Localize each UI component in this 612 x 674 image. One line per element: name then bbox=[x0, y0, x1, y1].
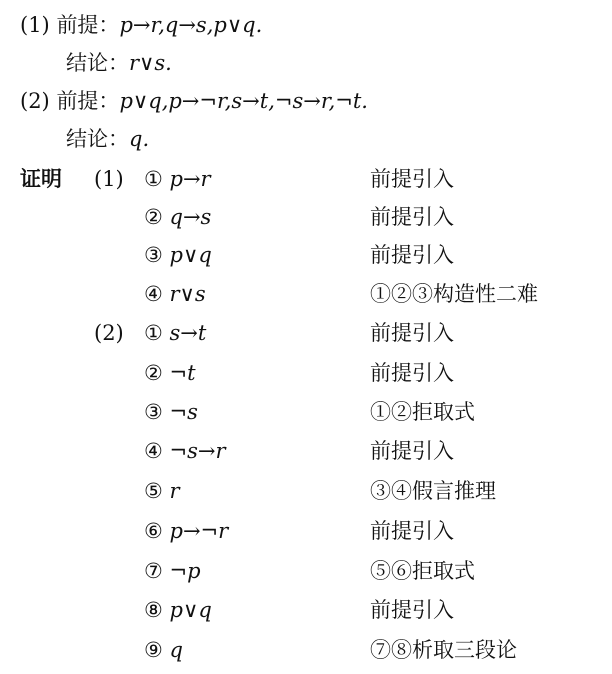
step-formula: p∨q bbox=[169, 598, 212, 622]
step-formula: ¬s bbox=[169, 400, 198, 424]
step-justification: 前提引入 bbox=[370, 205, 454, 229]
part-number: (1) bbox=[20, 13, 50, 37]
step-row bbox=[144, 597, 212, 623]
step-number: ② bbox=[144, 205, 163, 229]
proof-part-number: (2) bbox=[94, 321, 124, 345]
step-row bbox=[144, 558, 201, 584]
premise-label: 前提： bbox=[56, 89, 120, 113]
conclusion-formula: r∨s. bbox=[129, 51, 172, 75]
premise-line-2 bbox=[20, 88, 368, 114]
step-row bbox=[144, 438, 226, 464]
step-number: ③ bbox=[144, 243, 163, 267]
conclusion-formula: q. bbox=[129, 127, 150, 151]
step-row bbox=[144, 204, 211, 230]
step-row bbox=[144, 166, 211, 192]
premise-formulas: p∨q,p→¬r,s→t,¬s→r,¬t. bbox=[119, 89, 368, 113]
step-number: ① bbox=[144, 321, 163, 345]
part-number: (2) bbox=[20, 89, 50, 113]
conclusion-label: 结论： bbox=[66, 127, 129, 151]
step-number: ⑤ bbox=[144, 479, 163, 503]
step-justification: 前提引入 bbox=[370, 439, 454, 463]
step-number: ④ bbox=[144, 439, 163, 463]
step-formula: ¬p bbox=[169, 559, 201, 583]
step-row bbox=[144, 518, 228, 544]
step-justification: 前提引入 bbox=[370, 167, 454, 191]
step-number: ① bbox=[144, 167, 163, 191]
step-row bbox=[144, 281, 206, 307]
step-row bbox=[144, 637, 183, 663]
step-justification: ①②③构造性二难 bbox=[370, 282, 538, 306]
step-row bbox=[144, 478, 180, 504]
step-number: ⑦ bbox=[144, 559, 163, 583]
step-formula: ¬t bbox=[169, 361, 196, 385]
step-row bbox=[144, 242, 212, 268]
step-formula: r∨s bbox=[169, 282, 206, 306]
step-row bbox=[144, 399, 198, 425]
proof-part-number: (1) bbox=[94, 167, 124, 191]
step-justification: 前提引入 bbox=[370, 243, 454, 267]
step-formula: s→t bbox=[169, 321, 207, 345]
conclusion-label: 结论： bbox=[66, 51, 129, 75]
step-number: ⑧ bbox=[144, 598, 163, 622]
conclusion-line-2 bbox=[66, 126, 149, 152]
step-formula: p→¬r bbox=[169, 519, 229, 543]
step-row bbox=[144, 320, 206, 346]
step-number: ⑨ bbox=[144, 638, 163, 662]
conclusion-line-1 bbox=[66, 50, 172, 76]
premise-formulas: p→r,q→s,p∨q. bbox=[119, 13, 263, 37]
step-justification: 前提引入 bbox=[370, 598, 454, 622]
premise-label: 前提： bbox=[56, 13, 120, 37]
step-formula: ¬s→r bbox=[169, 439, 226, 463]
proof-label: 证明 bbox=[20, 166, 62, 191]
step-number: ② bbox=[144, 361, 163, 385]
step-number: ③ bbox=[144, 400, 163, 424]
step-formula: p→r bbox=[169, 167, 211, 191]
step-justification: 前提引入 bbox=[370, 361, 454, 385]
step-justification: ⑦⑧析取三段论 bbox=[370, 638, 517, 662]
step-formula: r bbox=[169, 479, 180, 503]
step-formula: p∨q bbox=[169, 243, 212, 267]
step-justification: 前提引入 bbox=[370, 321, 454, 345]
step-number: ⑥ bbox=[144, 519, 163, 543]
premise-line-1 bbox=[20, 12, 262, 38]
step-justification: 前提引入 bbox=[370, 519, 454, 543]
step-formula: q→s bbox=[169, 205, 212, 229]
step-justification: ⑤⑥拒取式 bbox=[370, 559, 475, 583]
step-row bbox=[144, 360, 196, 386]
step-justification: ③④假言推理 bbox=[370, 479, 496, 503]
step-number: ④ bbox=[144, 282, 163, 306]
step-formula: q bbox=[169, 638, 183, 662]
step-justification: ①②拒取式 bbox=[370, 400, 475, 424]
